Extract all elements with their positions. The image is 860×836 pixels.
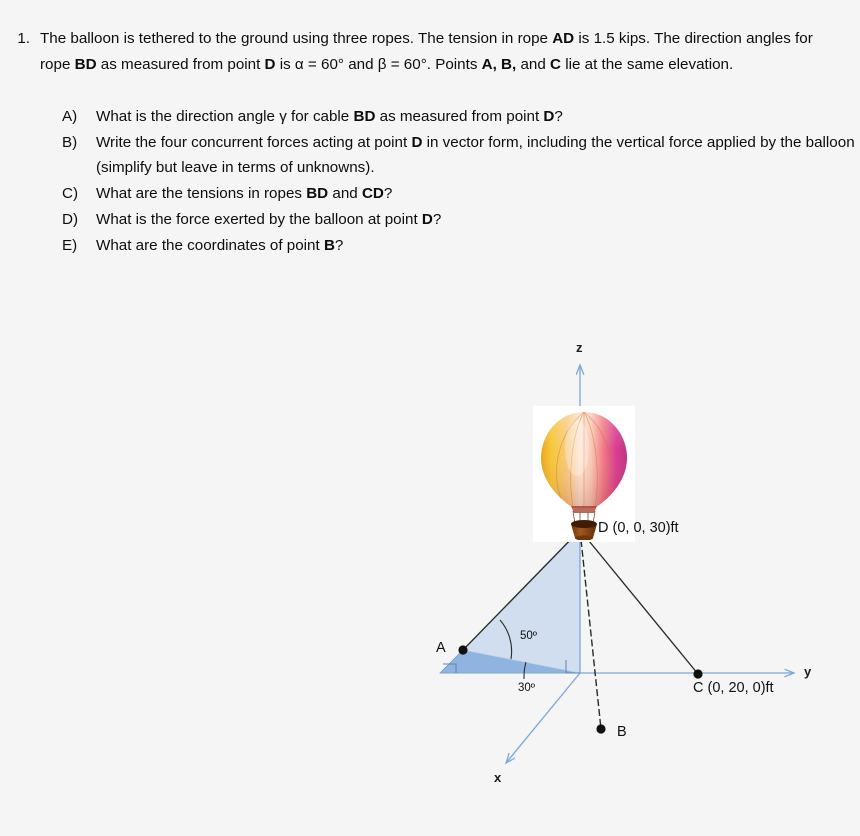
free-body-diagram [400, 330, 860, 810]
emphasis-text: D [264, 56, 276, 73]
body-text: Write the four concurrent forces acting at point [96, 134, 412, 151]
body-text: as measured from point [96, 56, 265, 73]
emphasis-text: AD [552, 30, 575, 47]
body-text: and [328, 185, 362, 202]
emphasis-text: B [323, 237, 335, 254]
body-text: ? [554, 108, 563, 125]
rope-db [580, 530, 601, 729]
body-text: What are the coordinates of point [96, 237, 324, 254]
vertical-plane-triangle [463, 530, 580, 673]
point-b-label: B [617, 724, 627, 740]
point-c-label: C (0, 20, 0)ft [693, 680, 774, 696]
body-text: as measured from point [375, 108, 544, 125]
problem-part-row [0, 104, 860, 129]
problem-part-row [0, 233, 860, 258]
point-b-dot [596, 724, 605, 733]
problem-part-text [96, 233, 858, 258]
problem-part-text [96, 130, 858, 180]
point-a-label: A [436, 640, 446, 656]
x-axis-label: x [494, 770, 502, 785]
diagram-svg [400, 330, 860, 810]
problem-part-row [0, 130, 860, 180]
point-a-dot [458, 645, 467, 654]
emphasis-text: BD [353, 108, 376, 125]
emphasis-text: D [543, 108, 555, 125]
problem-part-text [96, 181, 858, 206]
body-text: What is the direction angle γ for cable [96, 108, 354, 125]
problem-part-row [0, 207, 860, 232]
problem-number: 1. [17, 30, 30, 47]
problem-stem-paragraph [40, 26, 830, 78]
problem-part-letter: E) [62, 237, 78, 254]
emphasis-text: C [550, 56, 561, 73]
problem-part-letter: D) [62, 211, 79, 228]
problem-part-letter: A) [62, 108, 78, 125]
problem-block [0, 26, 860, 259]
angle-label-50: 50º [520, 630, 537, 642]
body-text: The balloon is tethered to the ground using three ropes. The tension in rope [40, 30, 553, 47]
problem-part-letter: C) [62, 185, 79, 202]
emphasis-text: BD [306, 185, 329, 202]
point-c-dot [693, 669, 702, 678]
z-axis-label: z [576, 340, 583, 355]
problem-part-row [0, 181, 860, 206]
problem-stem-text [40, 26, 830, 78]
point-d-label: D (0, 0, 30)ft [598, 520, 679, 536]
rope-dc [580, 530, 698, 674]
body-text: and [516, 56, 551, 73]
problem-part-letter: B) [62, 134, 78, 151]
body-text: in vector form, including the vertical force applied by the balloon (simplify but leave in terms of unknowns). [96, 134, 855, 176]
y-axis-label: y [804, 664, 812, 679]
problem-parts-list [0, 104, 860, 258]
emphasis-text: D [411, 134, 423, 151]
body-text: is 1.5 kips. The direction angles for rope [40, 30, 813, 73]
body-text: is α = 60° and β = 60°. Points [275, 56, 482, 73]
body-text: ? [432, 211, 442, 228]
body-text: What is the force exerted by the balloon at point [96, 211, 422, 228]
body-text: ? [334, 237, 344, 254]
body-text: lie at the same elevation. [561, 56, 734, 73]
emphasis-text: CD [361, 185, 384, 202]
problem-stem-row [0, 26, 860, 78]
problem-part-text [96, 207, 858, 232]
angle-label-30: 30º [518, 682, 535, 694]
emphasis-text: BD [74, 56, 97, 73]
emphasis-text: D [421, 211, 433, 228]
body-text: What are the tensions in ropes [96, 185, 307, 202]
body-text: ? [383, 185, 393, 202]
problem-part-text [96, 104, 858, 129]
emphasis-text: A, B, [481, 56, 517, 73]
